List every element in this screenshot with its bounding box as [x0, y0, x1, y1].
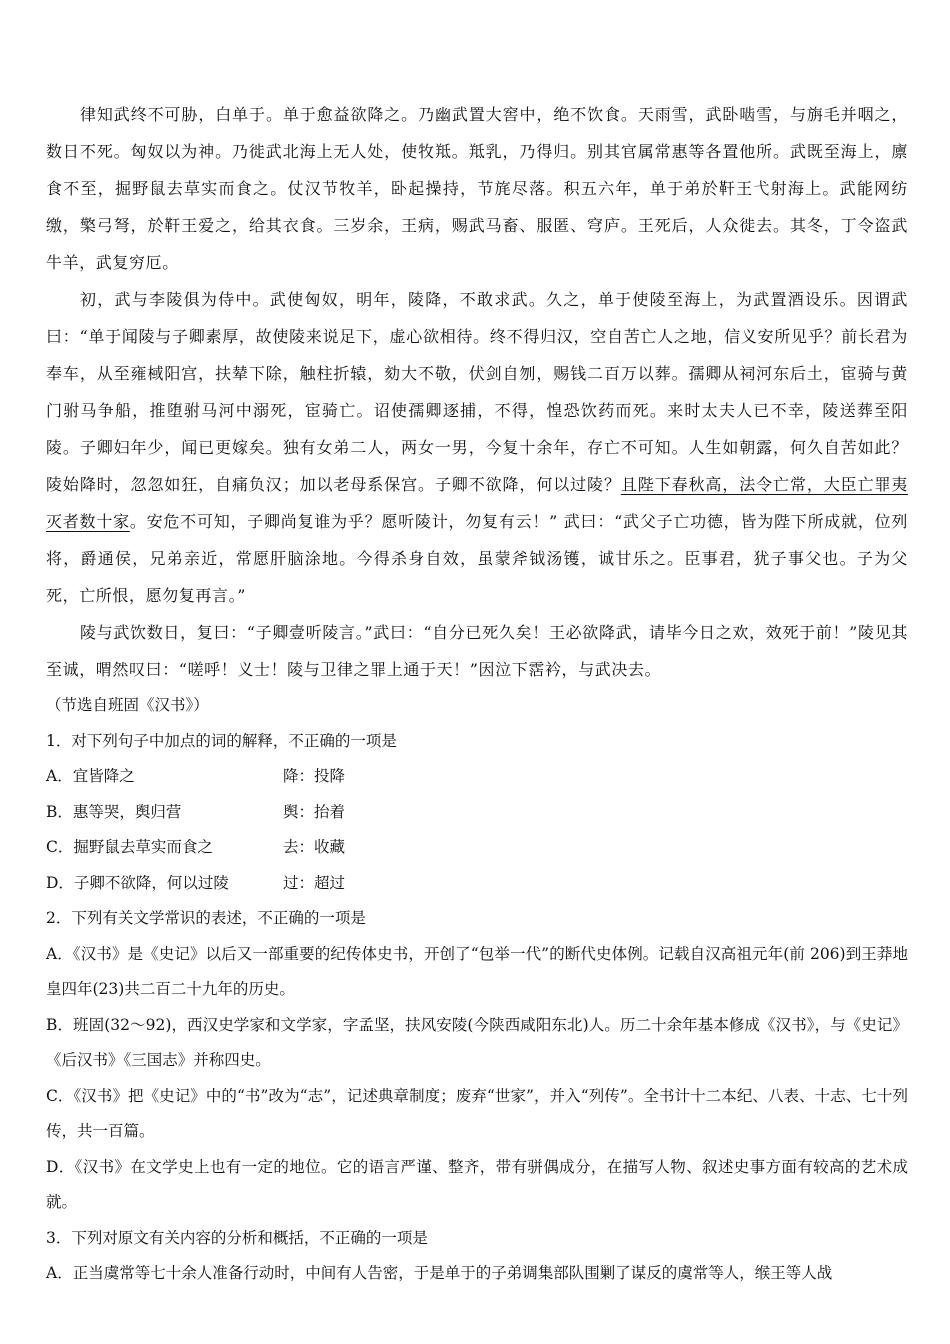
passage-paragraph-2-part-2: 。安危不可知，子卿尚复谁为乎？愿听陵计，勿复有云！” 武曰：“武父子亡功德，皆为陛下所成就，位列将，爵通侯，兄弟亲近，常愿肝脑涂地。今得杀身自效，虽蒙斧钺汤镬，诚甘乐之。臣事君，犹子事父也。子为父死，亡所恨，愿勿复再言。”	[46, 512, 908, 605]
passage-paragraph-1: 律知武终不可胁，白单于。单于愈益欲降之。乃幽武置大窖中，绝不饮食。天雨雪，武卧啮雪，与旃毛并咽之，数日不死。匈奴以为神。乃徙武北海上无人处，使牧羝。羝乳，乃得归。别其官属常惠等各置他所。武既至海上，廪食不至，掘野鼠去草实而食之。仗汉节牧羊，卧起操持，节旄尽落。积五六年，单于弟於靬王弋射海上。武能网纺缴，檠弓弩，於靬王爱之，给其衣食。三岁余，王病，赐武马畜、服匿、穹庐。王死后，人众徙去。其冬，丁令盗武牛羊，武复穷厄。	[46, 105, 908, 272]
question-1-stem: 1．对下列句子中加点的词的解释，不正确的一项是	[46, 731, 397, 750]
option-explanation: 舆：抬着	[283, 802, 346, 821]
exam-page	[46, 96, 908, 1292]
option-explanation: 过：超过	[283, 873, 346, 892]
option-sentence: B．惠等哭，舆归营	[46, 802, 182, 821]
underlined-sentence: 且陛下春秋高，法令亡常，大臣亡罪夷灭者数十家	[46, 475, 909, 531]
source-note: （节选自班固《汉书》）	[46, 696, 209, 714]
option-sentence: A．宜皆降之	[46, 767, 135, 785]
question-3-stem: 3．下列对原文有关内容的分析和概括，不正确的一项是	[46, 1228, 428, 1247]
passage-paragraph-2-part-1: 初，武与李陵俱为侍中。武使匈奴，明年，陵降，不敢求武。久之，单于使陵至海上，为武置酒设乐。因谓武曰：“单于闻陵与子卿素厚，故使陵来说足下，虚心欲相待。终不得归汉，空自苦亡人之地，信义安所见乎？前长君为奉车，从至雍棫阳宫，扶辇下除，触柱折辕，劾大不敬，伏剑自刎，赐钱二百万以葬。孺卿从祠河东后土，宦骑与黄门驸马争船，推堕驸马河中溺死，宦骑亡。诏使孺卿逐捕，不得，惶恐饮药而死。来时太夫人已不幸，陵送葬至阳陵。子卿妇年少，闻已更嫁矣。独有女弟二人，两女一男，今复十余年，存亡不可知。人生如朝露，何久自苦如此？陵始降时，忽忽如狂，自痛负汉；加以老母系保宫。子卿不欲降，何以过陵？	[46, 290, 908, 494]
option-explanation: 去：收藏	[283, 838, 346, 856]
passage-paragraph-3: 陵与武饮数日，复曰：“子卿壹听陵言。”武曰：“自分已死久矣！王必欲降武，请毕今日之欢，效死于前！”陵见其至诚，喟然叹曰：“嗟呼！义士！陵与卫律之罪上通于天！”因泣下霑衿，与武决去。	[46, 623, 908, 679]
question-2-option-c: C．《汉书》把《史记》中的“书”改为“志”，记述典章制度；废弃“世家”，并入“列传”。全书计十二本纪、八表、十志、七十列传，共一百篇。	[46, 1086, 908, 1140]
question-1-option-d	[46, 866, 908, 902]
passage-paragraph-2	[46, 281, 908, 614]
question-2-option-b: B．班固(32～92)，西汉史学家和文学家，字孟坚，扶风安陵(今陕西咸阳东北)人。历二十余年基本修成《汉书》，与《史记》《后汉书》《三国志》并称四史。	[46, 1015, 908, 1069]
option-sentence: C．掘野鼠去草实而食之	[46, 838, 213, 856]
question-1-option-c	[46, 830, 908, 866]
question-2-stem: 2．下列有关文学常识的表述，不正确的一项是	[46, 909, 366, 927]
question-2-option-d: D．《汉书》在文学史上也有一定的地位。它的语言严谨、整齐，带有骈偶成分，在描写人物、叙述史事方面有较高的艺术成就。	[46, 1157, 908, 1211]
option-sentence: D．子卿不欲降，何以过陵	[46, 873, 229, 892]
question-1-option-b	[46, 795, 908, 831]
question-3-option-a: A．正当虞常等七十余人准备行动时，中间有人告密，于是单于的子弟调集部队围剿了谋反的虞常等人，缑王等人战	[46, 1264, 833, 1282]
question-2-option-a: A．《汉书》是《史记》以后又一部重要的纪传体史书，开创了“包举一代”的断代史体例。记载自汉高祖元年(前 206)到王莽地皇四年(23)共二百二十九年的历史。	[46, 944, 908, 998]
option-explanation: 降：投降	[283, 767, 346, 785]
question-1-option-a	[46, 759, 908, 795]
